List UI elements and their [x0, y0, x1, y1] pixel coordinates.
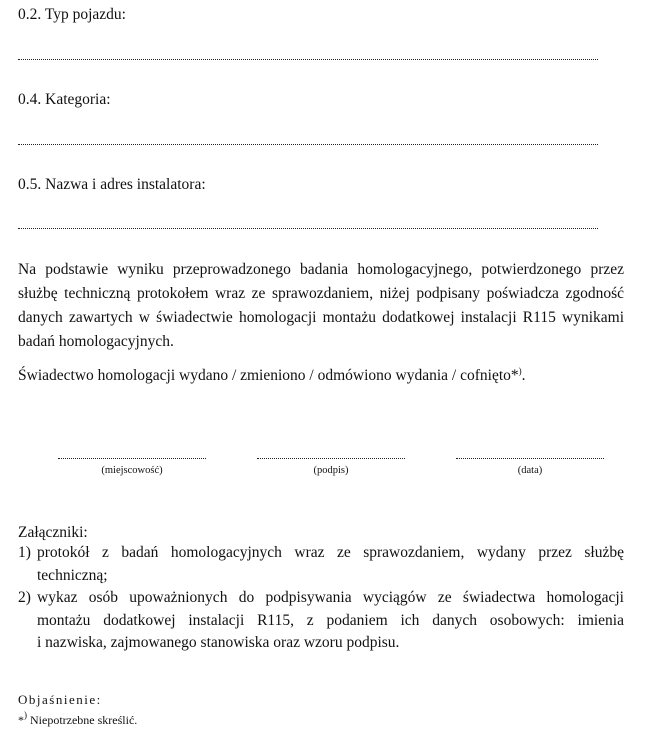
list-number: 2) — [18, 589, 31, 606]
list-item-text — [37, 542, 624, 587]
signature-line[interactable] — [257, 458, 405, 459]
list-line: wykaz osób upoważnionych do podpisywania wyciągów ze świadectwa homologacji — [37, 589, 624, 606]
vehicle-type-label: 0.2. Typ pojazdu: — [18, 6, 126, 23]
list-item-text — [37, 587, 624, 655]
certificate-end: . — [521, 367, 526, 384]
signature-caption: (podpis) — [313, 465, 349, 476]
footnote-sup: ) — [518, 366, 522, 376]
list-line: i nazwiska, zajmowanego stanowiska oraz wzoru podpisu. — [37, 634, 400, 651]
footnote — [18, 710, 137, 728]
attestation-paragraph — [18, 258, 624, 354]
certificate-statement — [18, 366, 526, 385]
paragraph-line: służbę techniczną protokołem wraz ze sprawozdaniem, niżej podpisany poświadcza zgodność — [18, 285, 624, 302]
list-line: montażu dodatkowej instalacji R115, z podaniem ich danych osobowych: imienia — [37, 611, 624, 629]
footnote-sup: ) — [24, 710, 27, 720]
vehicle-type-fill-line[interactable] — [18, 59, 598, 60]
list-line: protokół z badań homologacyjnych wraz ze sprawozdaniem, wydany przez służbę — [37, 544, 624, 561]
installer-fill-line[interactable] — [18, 228, 598, 229]
paragraph-line: Na podstawie wyniku przeprowadzonego badania homologacyjnego, potwierdzonego przez — [18, 261, 624, 278]
paragraph-line: danych zawartych w świadectwie homologacji montażu dodatkowej instalacji R115 wynikami — [18, 309, 624, 326]
list-item — [18, 542, 624, 587]
date-caption: (data) — [517, 465, 543, 476]
footnote-mark: * — [18, 713, 24, 727]
category-fill-line[interactable] — [18, 144, 598, 145]
place-line[interactable] — [58, 458, 206, 459]
place-caption: (miejscowość) — [101, 465, 163, 476]
installer-label: 0.5. Nazwa i adres instalatora: — [18, 176, 206, 193]
paragraph-line: badań homologacyjnych. — [18, 333, 174, 350]
category-label: 0.4. Kategoria: — [18, 91, 111, 108]
list-number: 1) — [18, 544, 31, 561]
certificate-text: Świadectwo homologacji wydano / zmieniono / odmówiono wydania / cofnięto* — [18, 367, 519, 384]
attachments-title: Załączniki: — [18, 524, 88, 541]
list-item — [18, 587, 624, 655]
list-line: techniczną; — [37, 566, 108, 584]
explanation-title: Objaśnienie: — [18, 692, 102, 707]
footnote-text: Niepotrzebne skreślić. — [30, 713, 138, 727]
date-line[interactable] — [456, 458, 604, 459]
